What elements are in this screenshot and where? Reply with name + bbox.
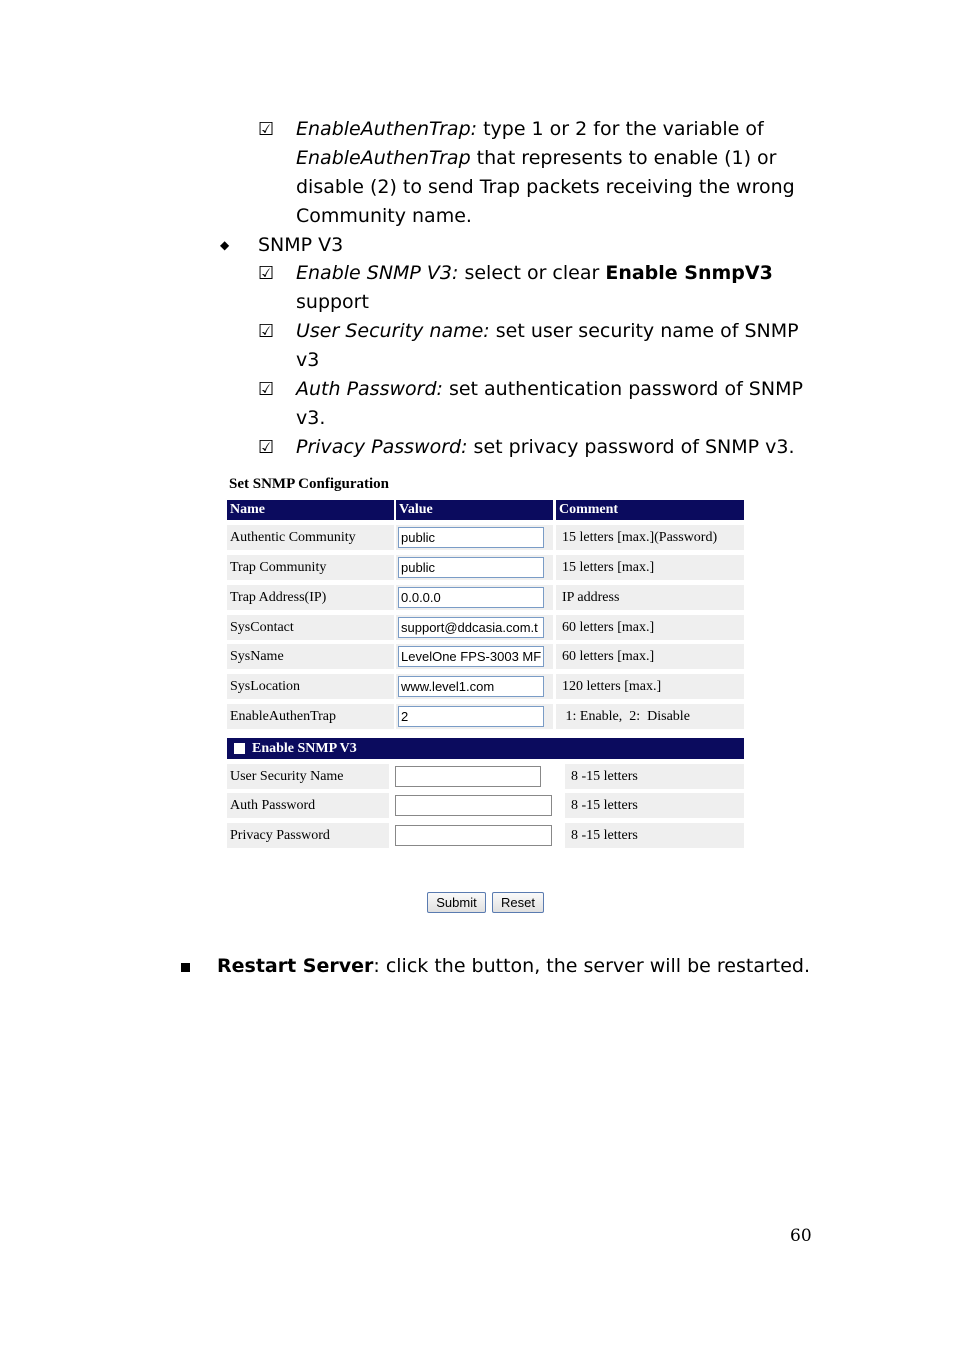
row-name-trap-address: Trap Address(IP) <box>227 585 394 610</box>
text-span: : click the button, the server will be restarted. <box>373 955 811 977</box>
syslocation-input[interactable]: www.level1.com <box>398 676 544 697</box>
restart-server-line <box>217 952 810 981</box>
row-name-syscontact: SysContact <box>227 615 394 640</box>
term-restart-server: Restart Server <box>217 955 374 977</box>
text-span: set user security name of SNMP <box>489 320 799 342</box>
diamond-bullet-icon: ◆ <box>220 238 230 252</box>
row-name-user-security-name: User Security Name <box>227 764 389 789</box>
reset-button[interactable]: Reset <box>492 892 544 913</box>
user-security-name-input[interactable] <box>395 766 541 787</box>
row-name-trap-community: Trap Community <box>227 555 394 580</box>
enable-authen-trap-line-4: Community name. <box>296 205 472 227</box>
auth-password-line-2: v3. <box>296 407 326 429</box>
row-comment: 8 -15 letters <box>565 764 744 789</box>
auth-password-line-1 <box>296 375 803 404</box>
checkbox-bullet-icon: ☑ <box>258 437 275 458</box>
syscontact-input[interactable]: support@ddcasia.com.t <box>398 617 544 638</box>
text-span: select or clear <box>458 262 606 284</box>
enable-authen-trap-input[interactable]: 2 <box>398 706 544 727</box>
term-user-security-name: User Security name: <box>296 320 490 342</box>
enable-snmp-v3-line-2: support <box>296 291 369 313</box>
snmp-config-title: Set SNMP Configuration <box>229 476 390 492</box>
row-name-auth-password: Auth Password <box>227 793 389 818</box>
text-span: set authentication password of SNMP <box>442 378 803 400</box>
square-bullet-icon <box>181 963 190 972</box>
enable-snmp-v3-line-1 <box>296 259 773 288</box>
enable-snmp-v3-bar <box>227 738 744 759</box>
text-span: type 1 or 2 for the variable of <box>477 118 764 140</box>
privacy-password-input[interactable] <box>395 825 552 846</box>
submit-button[interactable]: Submit <box>427 892 486 913</box>
row-comment: 8 -15 letters <box>565 823 744 848</box>
enable-authen-trap-line-2 <box>296 144 777 173</box>
row-name-syslocation: SysLocation <box>227 674 394 699</box>
row-name-sysname: SysName <box>227 644 394 669</box>
trap-community-input[interactable]: public <box>398 557 544 578</box>
checkbox-bullet-icon: ☑ <box>258 379 275 400</box>
checkbox-bullet-icon: ☑ <box>258 321 275 342</box>
auth-password-input[interactable] <box>395 795 552 816</box>
term-enable-authen-trap: EnableAuthenTrap: <box>296 118 478 140</box>
checkbox-bullet-icon: ☑ <box>258 263 275 284</box>
row-comment: 60 letters [max.] <box>556 644 744 669</box>
term-enable-snmpv3-bold: Enable SnmpV3 <box>605 262 773 284</box>
row-comment: 15 letters [max.] <box>556 555 744 580</box>
enable-snmp-v3-checkbox[interactable] <box>234 743 245 754</box>
term-auth-password: Auth Password: <box>296 378 443 400</box>
checkbox-bullet-icon: ☑ <box>258 119 275 140</box>
row-comment: 60 letters [max.] <box>556 615 744 640</box>
row-comment: IP address <box>556 585 744 610</box>
trap-address-input[interactable]: 0.0.0.0 <box>398 587 544 608</box>
term-enable-authen-trap-inline: EnableAuthenTrap <box>296 147 471 169</box>
enable-authen-trap-line-1 <box>296 115 764 144</box>
row-comment: 8 -15 letters <box>565 793 744 818</box>
column-header-name: Name <box>227 500 394 520</box>
page-number: 60 <box>790 1226 812 1246</box>
term-privacy-password: Privacy Password: <box>296 436 468 458</box>
privacy-password-line <box>296 433 795 462</box>
row-name-enable-authen-trap: EnableAuthenTrap <box>227 704 394 729</box>
enable-snmp-v3-label: Enable SNMP V3 <box>252 741 357 756</box>
snmp-v3-heading: SNMP V3 <box>258 234 344 256</box>
row-name-authentic-community: Authentic Community <box>227 525 394 550</box>
row-name-privacy-password: Privacy Password <box>227 823 389 848</box>
sysname-input[interactable]: LevelOne FPS-3003 MF <box>398 646 544 667</box>
text-span: set privacy password of SNMP v3. <box>467 436 795 458</box>
row-comment: 120 letters [max.] <box>556 674 744 699</box>
enable-authen-trap-line-3: disable (2) to send Trap packets receiving the wrong <box>296 176 795 198</box>
column-header-value: Value <box>396 500 553 520</box>
user-security-name-line-2: v3 <box>296 349 320 371</box>
user-security-name-line-1 <box>296 317 799 346</box>
column-header-comment: Comment <box>556 500 744 520</box>
term-enable-snmp-v3: Enable SNMP V3: <box>296 262 459 284</box>
authentic-community-input[interactable]: public <box>398 527 544 548</box>
row-comment: 15 letters [max.](Password) <box>556 525 744 550</box>
row-comment: 1: Enable, 2: Disable <box>556 704 744 729</box>
text-span: that represents to enable (1) or <box>470 147 777 169</box>
